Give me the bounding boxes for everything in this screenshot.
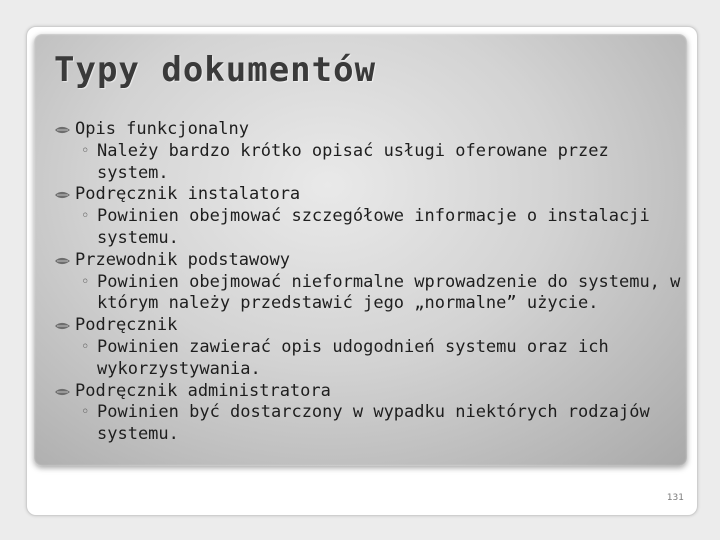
bullet-label: Opis funkcjonalny (75, 119, 249, 139)
bullet-item (54, 381, 684, 403)
slide-title: Typy dokumentów (54, 50, 377, 90)
leaf-bullet-icon (54, 387, 71, 397)
sub-bullet-item (54, 402, 684, 446)
circle-bullet-icon: ◦ (81, 404, 90, 421)
bullet-item (54, 119, 684, 141)
sub-bullet-text: Powinien obejmować nieformalne wprowadzenie do systemu, w którym należy przedstawić jego „normalne” użycie. (97, 271, 681, 314)
leaf-bullet-icon (54, 125, 71, 135)
sub-bullet-item (54, 272, 684, 316)
sub-bullet-text: Powinien zawierać opis udogodnień systemu oraz ich wykorzystywania. (97, 336, 609, 379)
sub-bullet-text: Należy bardzo krótko opisać usługi oferowane przez system. (97, 140, 609, 183)
bullet-label: Przewodnik podstawowy (75, 249, 290, 270)
bullet-label: Podręcznik instalatora (75, 184, 301, 205)
circle-bullet-icon: ◦ (81, 338, 90, 355)
leaf-bullet-icon (54, 321, 71, 331)
circle-bullet-icon: ◦ (81, 273, 90, 290)
leaf-bullet-icon (54, 256, 71, 266)
sub-bullet-item (54, 337, 684, 381)
bullet-label: Podręcznik (75, 315, 178, 336)
page-number: 131 (666, 493, 684, 503)
circle-bullet-icon: ◦ (81, 142, 90, 159)
sub-bullet-text: Powinien być dostarczony w wypadku niektórych rodzajów systemu. (97, 402, 650, 445)
bullet-item (54, 250, 684, 272)
bullet-item (54, 184, 684, 206)
bullet-item (54, 315, 684, 337)
circle-bullet-icon: ◦ (81, 208, 90, 225)
bullet-label: Podręcznik administratora (75, 380, 331, 401)
sub-bullet-item (54, 206, 684, 250)
sub-bullet-text: Powinien obejmować szczegółowe informacje o instalacji systemu. (97, 206, 650, 248)
sub-bullet-item (54, 141, 684, 185)
leaf-bullet-icon (54, 190, 71, 200)
bullet-list (54, 119, 684, 446)
